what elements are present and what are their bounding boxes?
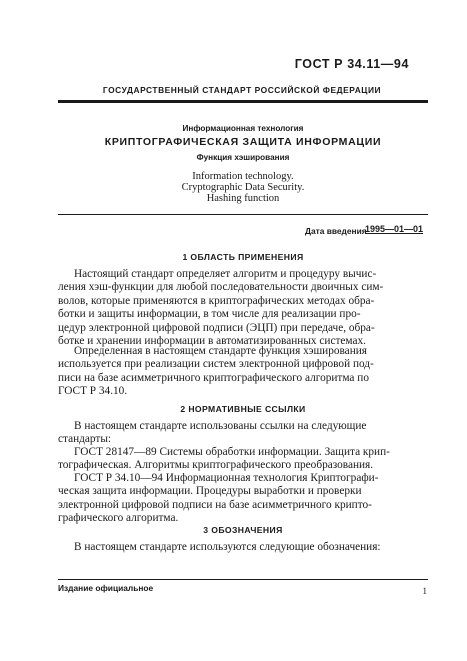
title-rule [58,214,428,215]
paragraph [58,420,428,447]
text-line: электронной цифровой подписи на базе асимметричного крипто- [58,498,372,511]
paragraph [58,268,428,348]
header-rule [58,100,428,103]
text-line: стандарты: [58,433,112,446]
text-line: используется при реализации систем электронной цифровой под- [58,358,374,371]
text-line: ческая защита информации. Процедуры выработки и проверки [58,485,362,498]
text-line: ления хэш-функции для любой последовательности двоичных сим- [58,281,384,294]
english-title-line: Hashing function [206,193,280,204]
text-line: ботки и защиты информации, в том числе для реализации про- [58,308,361,321]
text-line: графического алгоритма. [58,512,179,525]
text-line: тографическая. Алгоритмы криптографического преобразования. [58,459,374,472]
gost-number: ГОСТ Р 34.11—94 [294,57,409,71]
text-line: Настоящий стандарт определяет алгоритм и процедуру вычис- [74,268,377,280]
text-line: В настоящем стандарте используются следующие обозначения: [74,541,381,553]
footer-rule [58,579,428,580]
paragraph [58,541,428,554]
text-line: Определенная в настоящем стандарте функция хэширования [74,345,367,357]
text-line: волов, которые применяются в криптографических методах обра- [58,294,375,307]
section-heading: 3 ОБОЗНАЧЕНИЯ [203,525,283,535]
subject-function: Функция хэширования [196,153,290,162]
edition-label: Издание официальное [58,583,154,593]
english-title-line: Cryptographic Data Security. [181,182,305,193]
text-line: ботке и хранении информации в автоматизированных системах. [58,335,366,348]
text-line: писи на базе асимметричного криптографического алгоритма по [58,371,369,384]
paragraph [58,446,428,473]
intro-date-value: 1995—01—01 [365,224,424,234]
english-title-line: Information technology. [192,171,294,182]
paragraph [58,472,428,526]
text-line: ГОСТ 28147—89 Системы обработки информации. Защита крип- [74,446,390,458]
subject-title: КРИПТОГРАФИЧЕСКАЯ ЗАЩИТА ИНФОРМАЦИИ [104,136,382,148]
section-heading: 1 ОБЛАСТЬ ПРИМЕНЕНИЯ [182,252,304,262]
text-line: ГОСТ Р 34.10—94 Информационная технология Криптографи- [74,472,379,484]
subject-area: Информационная технология [182,124,304,133]
paragraph [58,345,428,399]
section-heading: 2 НОРМАТИВНЫЕ ССЫЛКИ [180,404,306,414]
text-line: ГОСТ Р 34.10. [58,385,128,398]
page-number: 1 [422,586,427,596]
text-line: цедур электронной цифровой подписи (ЭЦП) при передаче, обра- [58,321,375,334]
text-line: В настоящем стандарте использованы ссылки на следующие [74,420,367,432]
standard-title: ГОСУДАРСТВЕННЫЙ СТАНДАРТ РОССИЙСКОЙ ФЕДЕРАЦИИ [102,85,382,95]
intro-date-label: Дата введения [305,226,367,236]
